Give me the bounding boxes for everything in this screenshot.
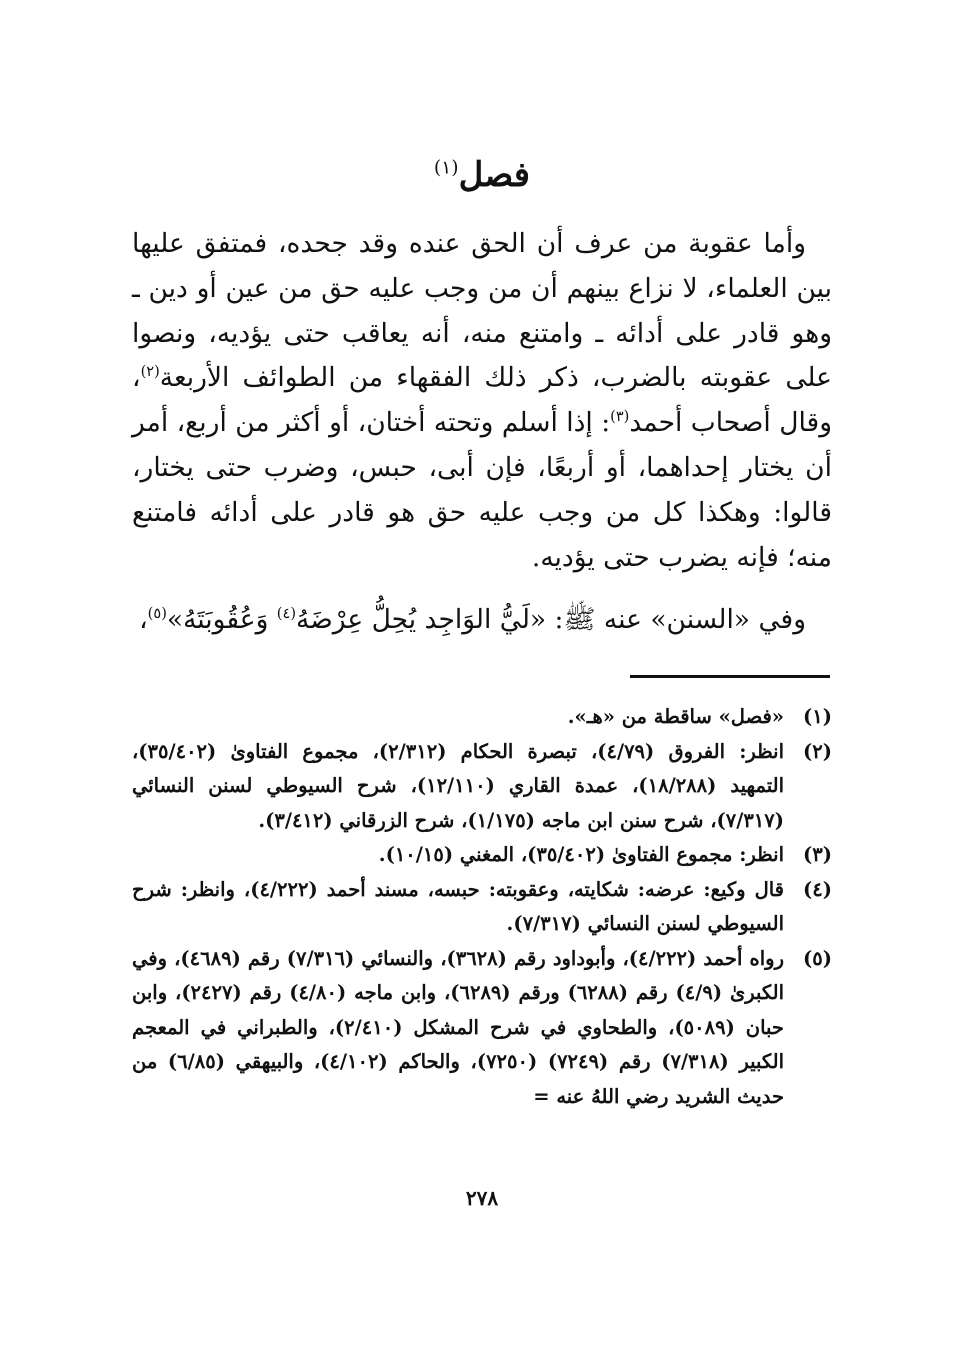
footnote-ref-2: (٢)	[140, 363, 160, 381]
footnote-ref-5: (٥)	[147, 605, 167, 623]
paragraph-2-part-1: وفي «السنن» عنه ﷺ: «لَيُّ الوَاجِد يُحِلُّ عِرْضَهُ	[296, 604, 806, 636]
footnote-text: قال وكيع: عرضه: شكايته، وعقوبته: حبسه، مسند أحمد (٤/٢٢٢)، وانظر: شرح السيوطي لسنن النسائي (٧/٣١٧).	[132, 877, 785, 935]
paragraph-2	[132, 598, 832, 643]
footnote-text: انظر: مجموع الفتاوىٰ (٣٥/٤٠٢)، المغني (١٠/١٥).	[378, 843, 784, 866]
footnote-ref-4: (٤)	[276, 605, 296, 623]
main-text	[132, 222, 832, 643]
footnotes	[132, 700, 832, 1114]
footnote-text: انظر: الفروق (٤/٧٩)، تبصرة الحكام (٢/٣١٢)، مجموع الفتاوىٰ (٣٥/٤٠٢)، التمهيد (١٨/٢٨٨)، عمدة القاري (١٢/١١٠)، شرح السيوطي لسنن النسائي (٧/٣١٧)، شرح سنن ابن ماجه (١/١٧٥)، شرح الزرقاني (٣/٤١٢).	[132, 739, 784, 832]
footnote-1	[132, 700, 832, 735]
footnote-number: (٢)	[803, 739, 832, 763]
footnote-4	[132, 873, 832, 942]
footnote-text: «فصل» ساقطة من «هـ».	[567, 705, 784, 728]
paragraph-1-part-2: ، وقال أصحاب أحمد	[132, 362, 832, 439]
page-number: ٢٧٨	[465, 1186, 499, 1210]
footnote-text: رواه أحمد (٤/٢٢٢)، وأبوداود رقم (٣٦٢٨)، والنسائي (٧/٣١٦) رقم (٤٦٨٩)، وفي الكبرىٰ (٤/٩) رقم (٦٢٨٨) ورقم (٦٢٨٩)، وابن ماجه (٤/٨٠) رقم (٢٤٢٧)، وابن حبان (٥٠٨٩)، والطحاوي في شرح المشكل (٢/٤١٠)، والطبراني في المعجم الكبير (٧/٣١٨) رقم (٧٢٤٩) (٧٢٥٠)، والحاكم (٤/١٠٢)، والبيهقي (٦/٨٥) من حديث الشريد رضي اللهُ عنه =	[132, 946, 785, 1108]
heading-title: فصل	[458, 155, 531, 195]
paragraph-2-part-3: ،	[139, 604, 148, 636]
footnote-3	[132, 838, 832, 873]
footnote-number: (٥)	[803, 946, 832, 970]
paragraph-1-part-3: : إذا أسلم وتحته أختان، أو أكثر من أربع، أمر أن يختار إحداهما، أو أربعًا، فإن أبى، حبس، وضرب حتى يختار، قالوا: وهكذا كل من وجب عليه حق هو قادر على أدائه فامتنع منه؛ فإنه يضرب حتى يؤديه.	[132, 407, 832, 573]
footnote-number: (١)	[803, 705, 832, 728]
footnote-5	[132, 942, 832, 1115]
footnote-number: (٤)	[803, 877, 832, 901]
footnote-separator	[630, 675, 830, 678]
footnote-number: (٣)	[803, 843, 832, 866]
section-heading	[0, 150, 964, 200]
footnote-2	[132, 735, 832, 839]
paragraph-1-part-1: وأما عقوبة من عرف أن الحق عنده وقد جحده، فمتفق عليها بين العلماء، لا نزاع بينهم أن من وجب عليه حق من عين أو دين ـ وهو قادر على أدائه ـ وامتنع منه، أنه يعاقب حتى يؤديه، ونصوا على عقوبته بالضرب، ذكر ذلك الفقهاء من الطوائف الأربعة	[132, 228, 832, 394]
footnote-ref-3: (٣)	[610, 408, 630, 426]
heading-note-ref: (١)	[433, 157, 459, 179]
paragraph-1	[132, 222, 832, 580]
paragraph-2-part-2: وَعُقُوبَتَهُ»	[166, 604, 277, 636]
